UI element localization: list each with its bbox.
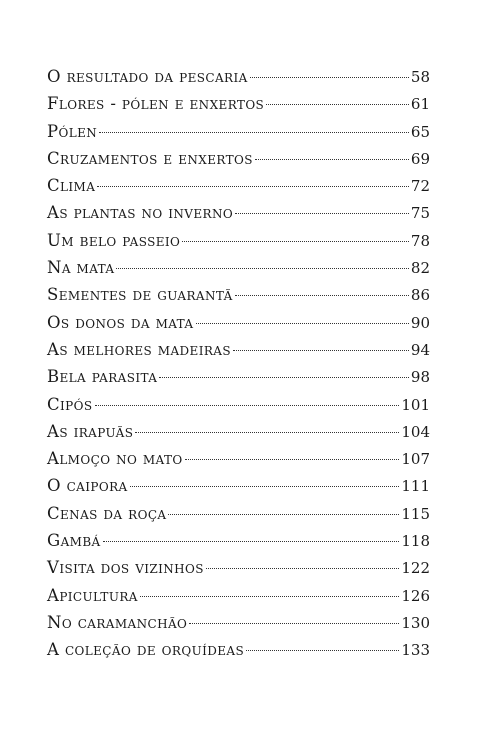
dot-leader (182, 241, 409, 242)
toc-entry (47, 391, 430, 418)
toc-entry (47, 609, 430, 636)
dot-leader (235, 213, 409, 214)
toc-entry-title: Visita dos vizinhos (47, 558, 204, 578)
toc-entry (47, 445, 430, 472)
dot-leader (233, 350, 409, 351)
toc-entry-title: Bela parasita (47, 367, 158, 387)
dot-leader (255, 159, 409, 160)
toc-entry-title: As melhores madeiras (47, 339, 231, 359)
dot-leader (130, 486, 400, 487)
toc-entry-page-number: 122 (401, 559, 430, 578)
toc-entry-title: Os donos da mata (47, 312, 194, 332)
toc-entry (47, 336, 430, 363)
toc-entry (47, 90, 430, 117)
toc-entry-title: Flores - pólen e enxertos (47, 94, 265, 114)
toc-entry (47, 63, 430, 90)
toc-entry-page-number: 133 (401, 641, 430, 660)
dot-leader (246, 650, 399, 651)
toc-entry-title: Cipós (47, 394, 93, 414)
toc-entry-page-number: 65 (410, 122, 430, 141)
toc-entry (47, 527, 430, 554)
toc-entry (47, 199, 430, 226)
toc-entry-title: Almoço no mato (47, 449, 183, 469)
toc-entry (47, 118, 430, 145)
toc-entry-page-number: 82 (410, 259, 430, 278)
dot-leader (103, 541, 400, 542)
toc-entry-title: As irapuãs (47, 421, 134, 441)
toc-entry-title: Cruzamentos e enxertos (47, 148, 253, 168)
toc-entry (47, 309, 430, 336)
toc-entry-page-number: 58 (410, 68, 430, 86)
table-of-contents (47, 63, 430, 664)
toc-entry-page-number: 86 (410, 286, 430, 305)
toc-entry-page-number: 115 (401, 504, 430, 523)
toc-entry (47, 554, 430, 581)
dot-leader (185, 459, 400, 460)
toc-entry (47, 145, 430, 172)
dot-leader (250, 77, 409, 78)
dot-leader (196, 323, 409, 324)
toc-entry-page-number: 78 (410, 231, 430, 250)
toc-entry-page-number: 107 (401, 450, 430, 469)
toc-entry-page-number: 69 (410, 149, 430, 168)
toc-entry (47, 172, 430, 199)
toc-entry (47, 636, 430, 663)
toc-entry-page-number: 126 (401, 586, 430, 605)
toc-entry-title: Cenas da roça (47, 503, 167, 523)
dot-leader (189, 623, 399, 624)
toc-entry-title: Sementes de guarantã (47, 285, 233, 305)
toc-entry (47, 227, 430, 254)
toc-entry-page-number: 101 (401, 395, 430, 414)
toc-entry-page-number: 94 (410, 340, 430, 359)
toc-entry-title: O caipora (47, 476, 128, 496)
toc-entry (47, 418, 430, 445)
toc-entry-page-number: 72 (410, 177, 430, 196)
toc-entry (47, 363, 430, 390)
toc-entry-page-number: 61 (410, 95, 430, 114)
toc-entry-title: No caramanchão (47, 612, 188, 632)
dot-leader (116, 268, 408, 269)
dot-leader (235, 295, 409, 296)
toc-entry-page-number: 130 (401, 613, 430, 632)
dot-leader (159, 377, 409, 378)
dot-leader (99, 132, 409, 133)
toc-entry-title: O resultado da pescaria (47, 67, 248, 86)
toc-entry-title: Um belo passeio (47, 230, 181, 250)
toc-entry-title: Apicultura (47, 585, 138, 605)
toc-entry (47, 472, 430, 499)
toc-entry-page-number: 98 (410, 368, 430, 387)
toc-entry (47, 582, 430, 609)
toc-entry-page-number: 118 (401, 532, 430, 551)
dot-leader (97, 186, 409, 187)
dot-leader (168, 514, 399, 515)
dot-leader (95, 405, 400, 406)
toc-entry-title: As plantas no inverno (47, 203, 234, 223)
toc-entry (47, 500, 430, 527)
dot-leader (206, 568, 399, 569)
dot-leader (140, 596, 400, 597)
toc-entry (47, 254, 430, 281)
dot-leader (266, 104, 409, 105)
toc-entry-title: Gambá (47, 531, 101, 551)
toc-entry-title: Clima (47, 176, 96, 196)
toc-entry-title: Pólen (47, 121, 98, 141)
toc-entry-page-number: 104 (401, 422, 430, 441)
toc-entry (47, 281, 430, 308)
toc-entry-page-number: 90 (410, 313, 430, 332)
toc-entry-page-number: 111 (401, 477, 430, 496)
dot-leader (135, 432, 399, 433)
toc-entry-page-number: 75 (410, 204, 430, 223)
toc-entry-title: A coleção de orquídeas (47, 640, 245, 660)
toc-entry-title: Na mata (47, 258, 115, 278)
